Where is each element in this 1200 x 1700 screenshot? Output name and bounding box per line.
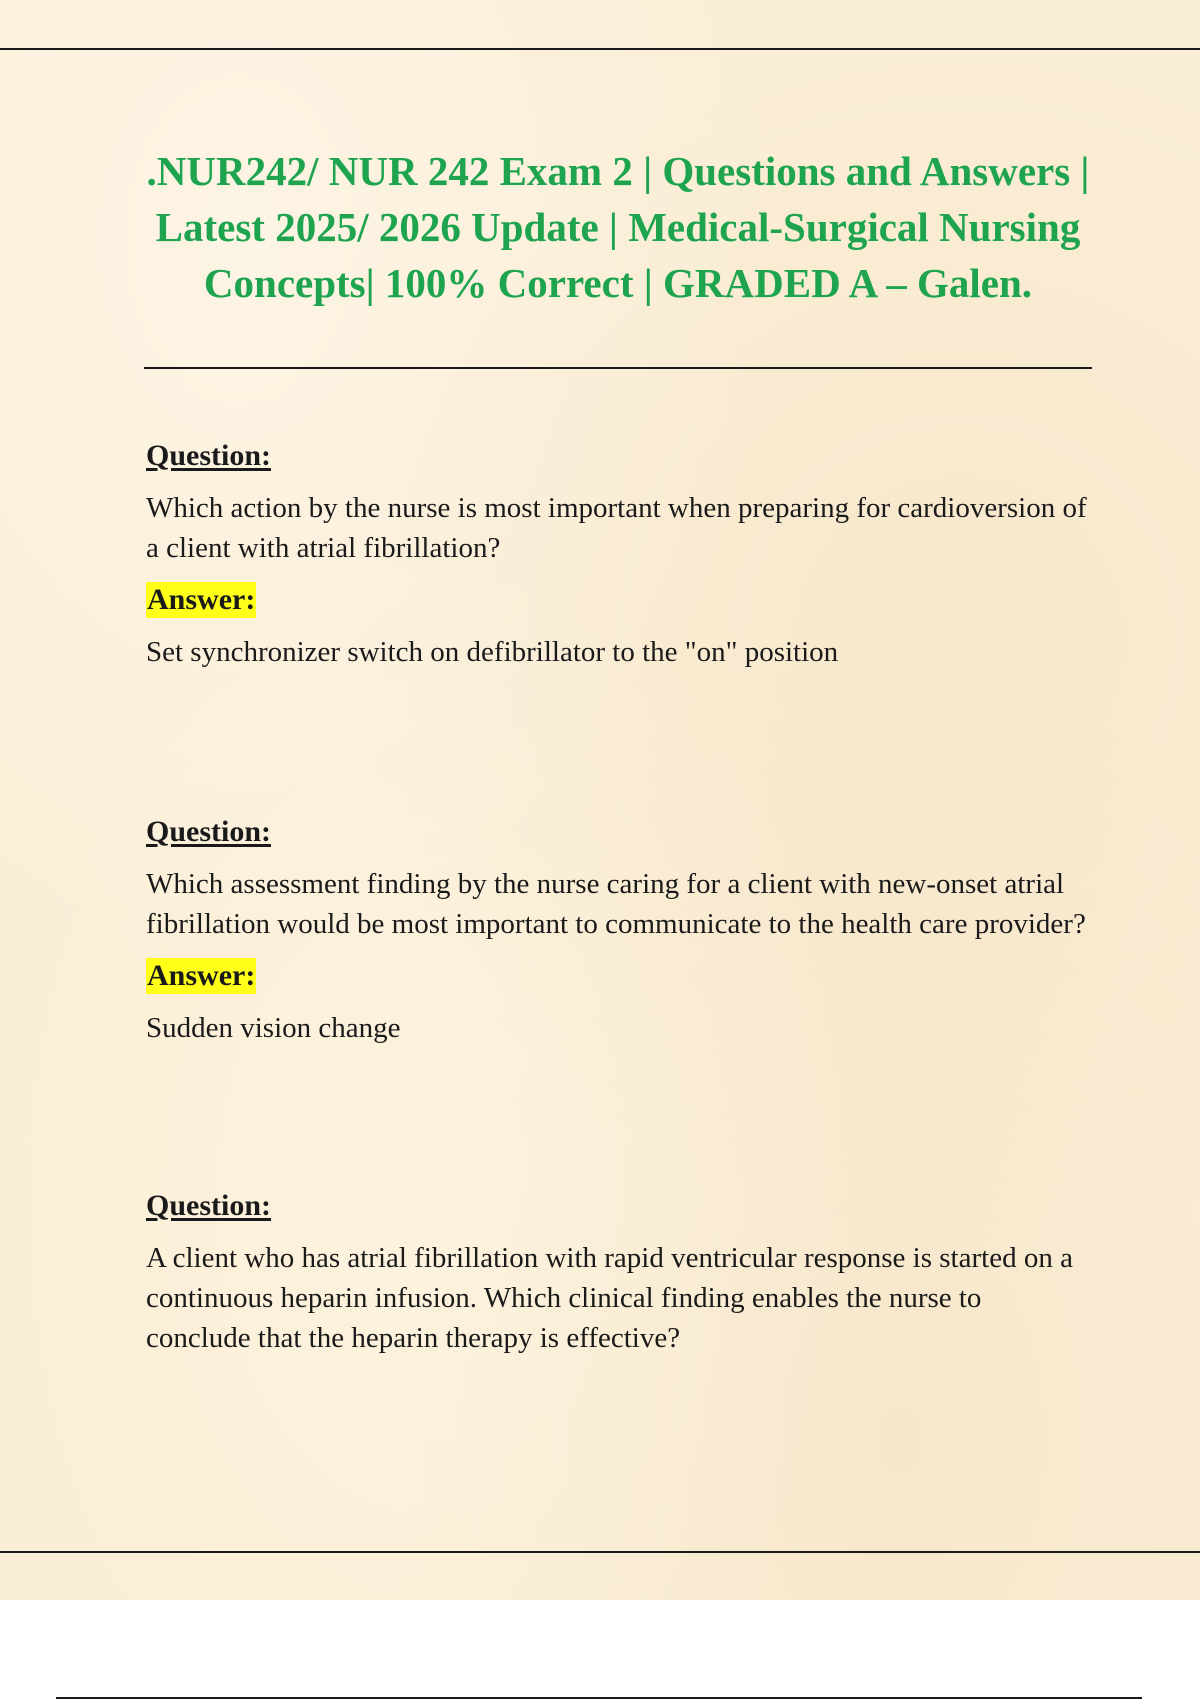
title-underline bbox=[144, 367, 1092, 369]
answer-label: Answer: bbox=[147, 959, 256, 992]
qa-item bbox=[146, 1188, 1090, 1358]
bottom-rule bbox=[0, 1551, 1200, 1553]
top-rule bbox=[0, 48, 1200, 50]
question-text: A client who has atrial fibrillation with rapid ventricular response is started on a continuous heparin infusion. Which clinical finding enables the nurse to conclude that the heparin therapy is effective? bbox=[146, 1242, 1073, 1354]
answer-label: Answer: bbox=[147, 583, 256, 616]
question-text: Which assessment finding by the nurse caring for a client with new-onset atrial fibrillation would be most important to communicate to the health care provider? bbox=[146, 868, 1086, 940]
question-label: Question: bbox=[146, 439, 272, 472]
answer-text: Sudden vision change bbox=[146, 1012, 401, 1044]
question-label: Question: bbox=[146, 815, 272, 848]
qa-item bbox=[146, 438, 1090, 672]
question-text: Which action by the nurse is most important when preparing for cardioversion of a client with atrial fibrillation? bbox=[146, 492, 1087, 564]
answer-text: Set synchronizer switch on defibrillator to the "on" position bbox=[146, 636, 839, 668]
document-title: .NUR242/ NUR 242 Exam 2 | Questions and Answers | Latest 2025/ 2026 Update | Medical-Surgical Nursing Concepts| 100% Correct | GRADED A – Galen. bbox=[146, 148, 1090, 306]
question-label: Question: bbox=[146, 1189, 272, 1222]
footer-rule bbox=[56, 1697, 1142, 1699]
qa-list bbox=[146, 438, 1090, 1358]
qa-item bbox=[146, 814, 1090, 1048]
